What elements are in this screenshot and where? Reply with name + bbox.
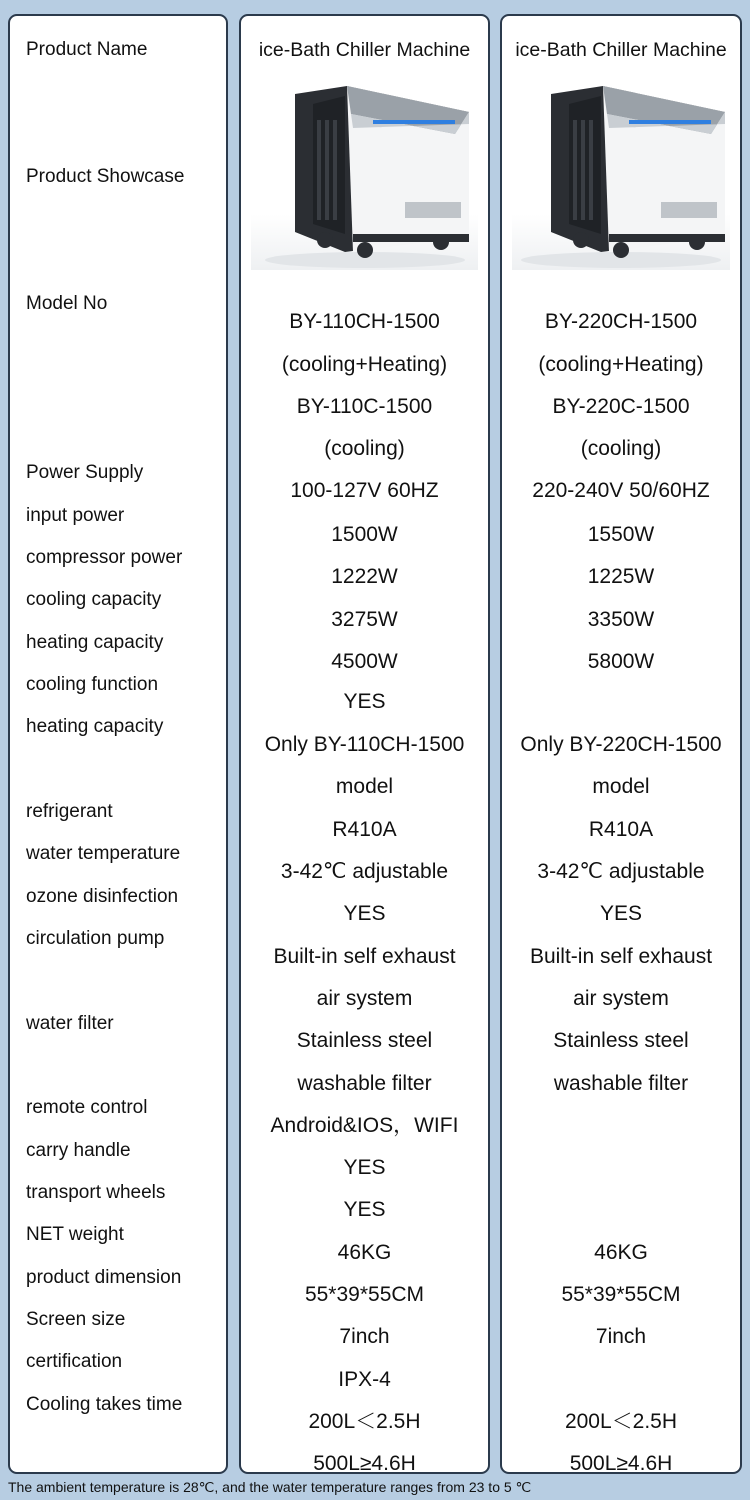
cooling-capacity-value: 3350W bbox=[587, 608, 655, 631]
filter-line-2: washable filter bbox=[553, 1072, 689, 1095]
cooling-time-line-2: 500L≥4.6H bbox=[313, 1452, 416, 1474]
net-weight-value: 46KG bbox=[337, 1241, 392, 1264]
product-column-220 bbox=[500, 14, 742, 1474]
model-line-2: (cooling+Heating) bbox=[281, 353, 448, 376]
dimension-value: 55*39*55CM bbox=[561, 1283, 681, 1306]
product-name: ice-Bath Chiller Machine bbox=[515, 39, 727, 61]
heating-note-line-2: model bbox=[592, 775, 650, 798]
spec-label-column bbox=[8, 14, 228, 1474]
cooling-function-value: YES bbox=[343, 690, 386, 713]
dimension-value: 55*39*55CM bbox=[304, 1283, 425, 1306]
cooling-capacity-value: 3275W bbox=[331, 608, 398, 631]
refrigerant-value: R410A bbox=[588, 818, 654, 841]
water-temperature-value: 3-42℃ adjustable bbox=[537, 860, 705, 883]
screen-size-value: 7inch bbox=[339, 1325, 390, 1348]
label-water-filter: water filter bbox=[26, 1013, 114, 1034]
label-cooling-takes-time: Cooling takes time bbox=[26, 1394, 183, 1415]
label-cooling-function: cooling function bbox=[26, 674, 159, 695]
filter-line-2: washable filter bbox=[297, 1072, 432, 1095]
model-line-3: BY-110C-1500 bbox=[296, 395, 433, 418]
label-input-power: input power bbox=[26, 505, 125, 526]
label-compressor-power: compressor power bbox=[26, 547, 183, 568]
label-power-supply: Power Supply bbox=[26, 462, 144, 483]
label-water-temperature: water temperature bbox=[26, 843, 181, 864]
footer-note: The ambient temperature is 28℃, and the water temperature ranges from 23 to 5 ℃ bbox=[8, 1479, 532, 1495]
model-line-3: BY-220C-1500 bbox=[552, 395, 690, 418]
compressor-power-value: 1222W bbox=[331, 565, 398, 588]
label-product-dimension: product dimension bbox=[26, 1267, 182, 1288]
cooling-time-line-1: 200L＜2.5H bbox=[564, 1410, 678, 1433]
label-product-showcase: Product Showcase bbox=[26, 166, 185, 187]
model-line-4: (cooling) bbox=[324, 437, 405, 460]
label-model-no: Model No bbox=[26, 293, 108, 314]
product-image bbox=[251, 84, 478, 270]
label-remote-control: remote control bbox=[26, 1097, 148, 1118]
label-carry-handle: carry handle bbox=[26, 1140, 131, 1161]
label-transport-wheels: transport wheels bbox=[26, 1182, 166, 1203]
ozone-value: YES bbox=[599, 902, 643, 925]
label-ozone-disinfection: ozone disinfection bbox=[26, 886, 179, 907]
transport-wheels-value: YES bbox=[343, 1198, 386, 1221]
heating-note-line-1: Only BY-220CH-1500 bbox=[520, 733, 722, 756]
compressor-power-value: 1225W bbox=[587, 565, 655, 588]
pump-line-1: Built-in self exhaust bbox=[273, 945, 456, 968]
model-line-1: BY-110CH-1500 bbox=[289, 310, 440, 333]
chiller-machine-image bbox=[255, 84, 475, 270]
pump-line-2: air system bbox=[573, 987, 669, 1010]
model-line-1: BY-220CH-1500 bbox=[544, 310, 698, 333]
product-image bbox=[512, 84, 730, 270]
power-supply-value: 220-240V 50/60HZ bbox=[532, 479, 710, 502]
product-column-110 bbox=[239, 14, 490, 1474]
cooling-time-line-1: 200L＜2.5H bbox=[308, 1410, 421, 1433]
label-heating-capacity-2: heating capacity bbox=[26, 716, 164, 737]
label-certification: certification bbox=[26, 1351, 123, 1372]
cooling-time-line-2: 500L≥4.6H bbox=[569, 1452, 673, 1474]
label-net-weight: NET weight bbox=[26, 1224, 124, 1245]
label-product-name: Product Name bbox=[26, 39, 148, 60]
chiller-machine-image bbox=[511, 84, 731, 270]
remote-control-value: Android&IOS，WIFI bbox=[270, 1114, 459, 1137]
pump-line-2: air system bbox=[316, 987, 413, 1010]
power-supply-value: 100-127V 60HZ bbox=[290, 479, 439, 502]
input-power-value: 1550W bbox=[587, 523, 655, 546]
net-weight-value: 46KG bbox=[594, 1241, 648, 1264]
model-line-2: (cooling+Heating) bbox=[538, 353, 704, 376]
heating-capacity-value: 5800W bbox=[587, 650, 655, 673]
model-line-4: (cooling) bbox=[580, 437, 662, 460]
water-temperature-value: 3-42℃ adjustable bbox=[280, 860, 449, 883]
product-name: ice-Bath Chiller Machine bbox=[258, 39, 471, 61]
heating-note-line-2: model bbox=[335, 775, 394, 798]
input-power-value: 1500W bbox=[331, 523, 398, 546]
pump-line-1: Built-in self exhaust bbox=[529, 945, 713, 968]
label-refrigerant: refrigerant bbox=[26, 801, 113, 822]
label-screen-size: Screen size bbox=[26, 1309, 126, 1330]
label-cooling-capacity: cooling capacity bbox=[26, 589, 162, 610]
refrigerant-value: R410A bbox=[332, 818, 397, 841]
label-heating-capacity: heating capacity bbox=[26, 632, 164, 653]
label-circulation-pump: circulation pump bbox=[26, 928, 165, 949]
screen-size-value: 7inch bbox=[595, 1325, 647, 1348]
ozone-value: YES bbox=[343, 902, 386, 925]
heating-capacity-value: 4500W bbox=[331, 650, 398, 673]
heating-note-line-1: Only BY-110CH-1500 bbox=[264, 733, 465, 756]
carry-handle-value: YES bbox=[343, 1156, 386, 1179]
filter-line-1: Stainless steel bbox=[553, 1029, 689, 1052]
filter-line-1: Stainless steel bbox=[296, 1029, 433, 1052]
certification-value: IPX-4 bbox=[338, 1368, 391, 1391]
